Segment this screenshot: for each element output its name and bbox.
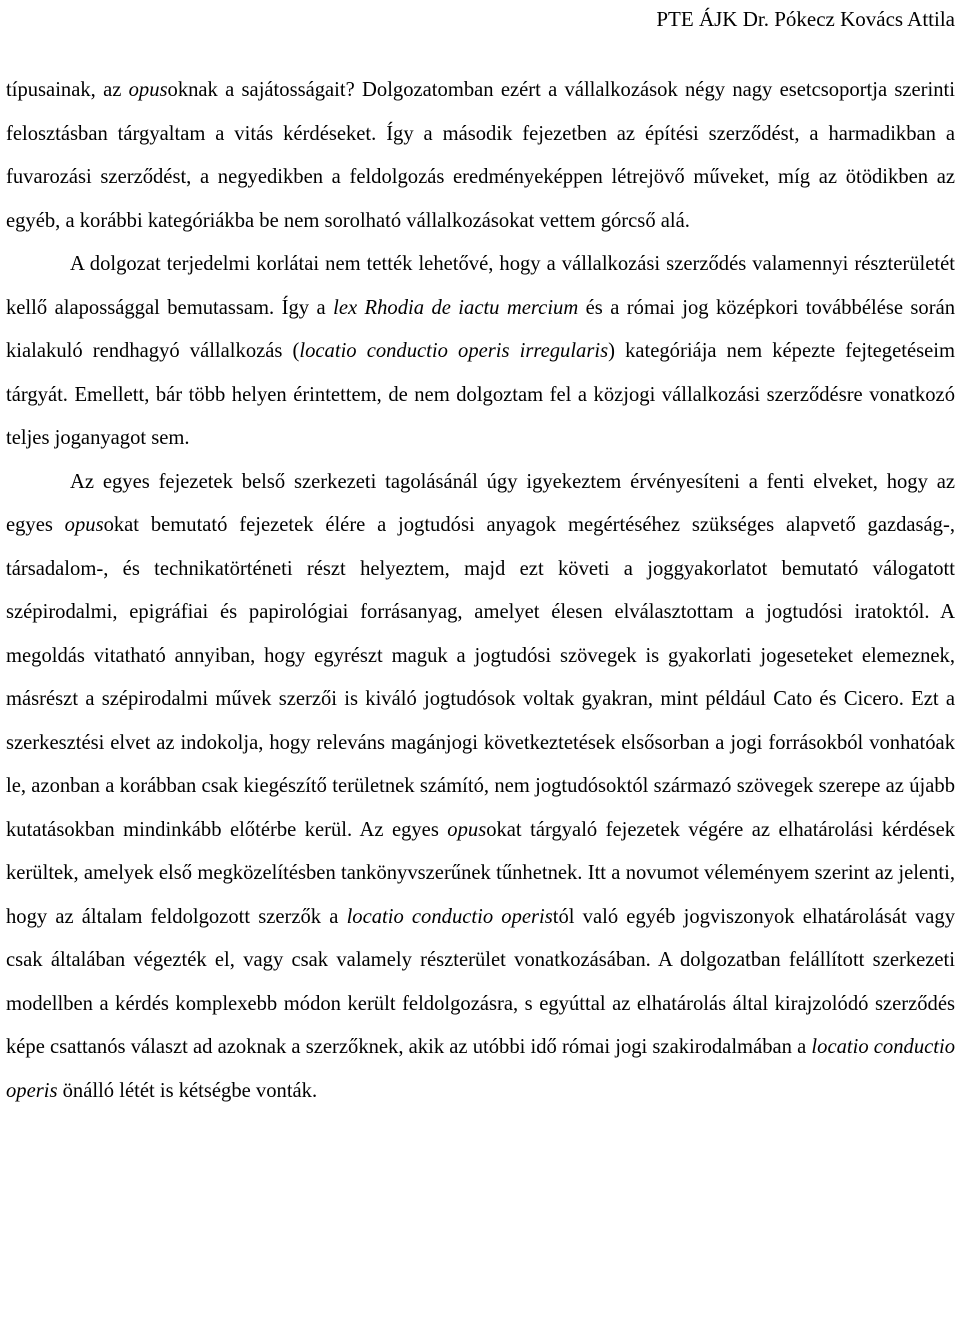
text-run: okat tárgyaló fejezetek végére az elhatárolási kérdések kerültek, amelyek első megközelítésben tankönyvszerűnek tűnhetnek. Itt a novumot véleményem szerint az jelenti, hogy az általam feldolgozott szerzők a [6,818,956,928]
italic-run: lex Rhodia de iactu mercium [333,296,579,319]
italic-run: opus [128,79,168,101]
paragraph-1 [6,69,955,243]
text-run: tól való egyéb jogviszonyok elhatárolását vagy csak általában végezték el, vagy csak valamely részterület vonatkozásában. A dolgozatban felállított szerkezeti modellben a kérdés komplexebb módon került feldolgozásra, s egyúttal az elhatárolás által kirajzolódó szerződés képe csattanós választ ad azoknak a szerzőknek, akik az utóbbi idő római jogi szakirodalmában a [6,905,955,1058]
text-run: A dolgozat terjedelmi korlátai nem tették lehetővé, hogy a vállalkozási szerződés valamennyi részterületét kellő alapossággal bemutassam. Így a [6,253,955,319]
text-run: ) kategóriája nem képezte fejtegetéseim tárgyát. Emellett, bár több helyen érintettem, de nem dolgoztam fel a közjogi vállalkozási szerződésre vonatkozó teljes joganyagot sem. [6,340,955,449]
italic-run: opus [447,818,487,841]
italic-run: locatio conductio operis irregularis [299,340,609,362]
page-header: PTE ÁJK Dr. Pókecz Kovács Attila [656,7,955,31]
text-run: önálló létét is kétségbe vonták. [57,1079,318,1102]
text-run: Az egyes fejezetek belső szerkezeti tagolásánál úgy igyekeztem érvényesíteni a fenti elveket, hogy az egyes [6,470,955,536]
text-run: oknak a sajátosságait? Dolgozatomban ezért a vállalkozások négy nagy esetcsoportja szerinti felosztásban tárgyaltam a vitás kérdéseket. Így a második fejezetben az építési szerződést, a harmadikban a fuvarozási szerződést, a negyedikben a feldolgozás eredményeképpen létrejövő műveket, míg az ötödikben az egyéb, a korábbi kategóriákba be nem sorolható vállalkozásokat vettem górcső alá. [6,79,956,232]
paragraph-2 [6,243,955,461]
italic-run: opus [64,514,104,536]
text-run: típusainak, az [6,79,129,101]
text-run: és a római jog középkori továbbélése során kialakuló rendhagyó vállalkozás ( [6,296,956,362]
italic-run: locatio conductio operis [346,905,553,928]
text-run: okat bemutató fejezetek élére a jogtudósi anyagok megértéséhez szükséges alapvető gazdaság-, társadalom-, és technikatörténeti részt helyeztem, majd ezt követi a joggyakorlatot bemutató válogatott szépirodalmi, epigráfiai és papirológiai forrásanyag, amelyet élesen elválasztottam a jogtudósi iratoktól. A megoldás vitatható annyiban, hogy egyrészt maguk a jogtudósi szövegek is gyakorlati jogeseteket elemeznek, másrészt a szépirodalmi művek szerzői is kiváló jogtudósok voltak gyakran, mint például Cato és Cicero. Ezt a szerkesztési elvet az indokolja, hogy releváns magánjogi következtetések elsősorban a jogi forrásokból vonhatóak le, azonban a korábban csak kiegészítő területnek számító, nem jogtudósoktól származó szövegek szerepe az újabb kutatásokban mindinkább előtérbe kerül. Az egyes [6,514,955,841]
italic-run: locatio conductio operis [6,1036,955,1102]
document-body [6,69,955,1113]
paragraph-3 [6,461,955,1114]
